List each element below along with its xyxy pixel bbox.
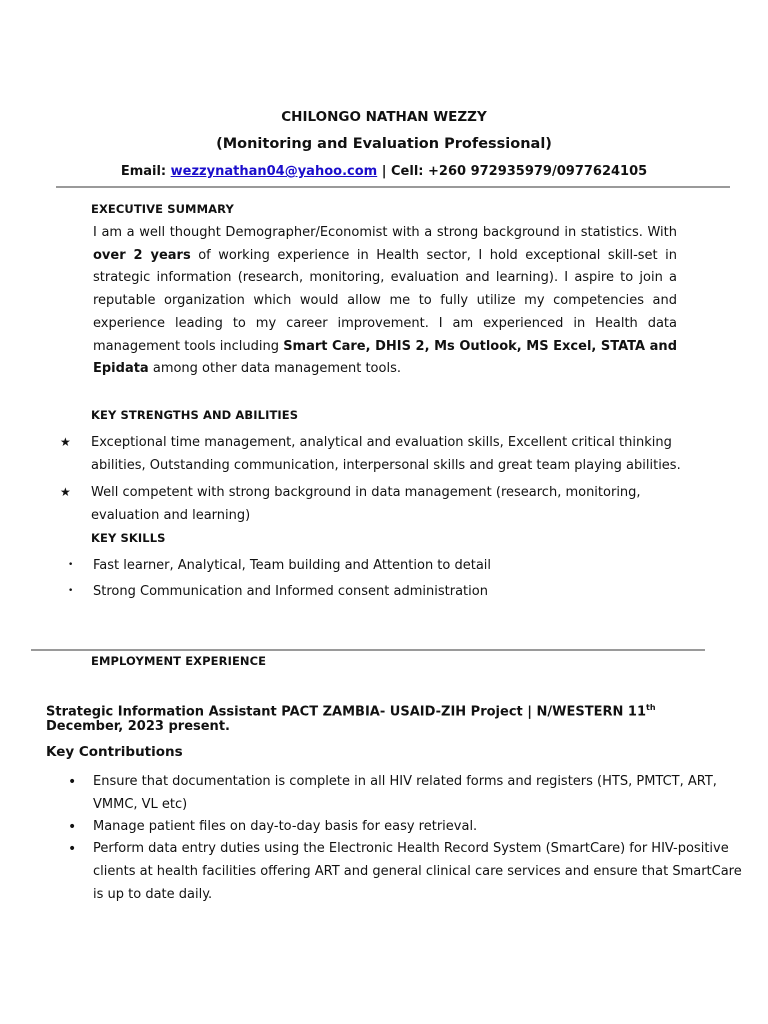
header-divider (56, 186, 730, 188)
bullet-icon: • (68, 560, 74, 570)
contact-separator: | (381, 164, 392, 179)
cell-label: Cell: (391, 164, 424, 179)
candidate-name: CHILONGO NATHAN WEZZY (281, 109, 487, 125)
job-title: Strategic Information Assistant PACT ZAMBIA- USAID-ZIH Project | N/WESTERN 11th December, 2023 present. (46, 703, 656, 735)
star-bullet-icon: ★ (60, 485, 71, 499)
executive-summary-heading: EXECUTIVE SUMMARY (91, 202, 234, 216)
executive-summary-text: I am a well thought Demographer/Economist with a strong background in statistics. With over 2 years of working experience in Health sector, I hold exceptional skill-set in strategic information (research, monitoring, evaluation and learning). I aspire to join a reputable organization which would allow me to fully utilize my competencies and experience leading to my career improvement. I am experienced in Health data management tools including Smart Care, DHIS 2, Ms Outlook, MS Excel, STATA and Epidata among other data management tools. (93, 225, 677, 377)
bullet-icon: • (68, 819, 77, 835)
section-divider (31, 649, 705, 651)
employment-heading: EMPLOYMENT EXPERIENCE (91, 654, 267, 668)
list-item: Perform data entry duties using the Electronic Health Record System (SmartCare) for HIV-positive clients at health facilities offering ART and general clinical care services and ensure that SmartCare is up to date daily. (93, 841, 742, 902)
list-item: Manage patient files on day-to-day basis for easy retrieval. (93, 819, 478, 834)
email-link[interactable]: wezzynathan04@yahoo.com (170, 164, 378, 179)
bullet-icon: • (68, 586, 74, 596)
list-item: Ensure that documentation is complete in all HIV related forms and registers (HTS, PMTCT, ART, VMMC, VL etc) (93, 774, 717, 812)
key-skills-heading: KEY SKILLS (91, 531, 166, 545)
cell-number: +260 972935979/0977624105 (428, 164, 648, 179)
email-label: Email: (120, 164, 167, 179)
list-item: Well competent with strong background in data management (research, monitoring, evaluation and learning) (91, 485, 641, 523)
list-item: Strong Communication and Informed consent administration (93, 584, 488, 599)
bullet-icon: • (68, 841, 77, 857)
star-bullet-icon: ★ (60, 435, 71, 449)
key-strengths-heading: KEY STRENGTHS AND ABILITIES (91, 408, 299, 422)
key-contributions-heading: Key Contributions (46, 744, 183, 760)
list-item: Fast learner, Analytical, Team building and Attention to detail (93, 558, 492, 573)
candidate-title: (Monitoring and Evaluation Professional) (216, 136, 552, 152)
list-item: Exceptional time management, analytical and evaluation skills, Excellent critical thinking abilities, Outstanding communication, interpersonal skills and great team playing abilities. (91, 435, 681, 473)
contact-line (0, 164, 768, 179)
bullet-icon: • (68, 774, 77, 790)
